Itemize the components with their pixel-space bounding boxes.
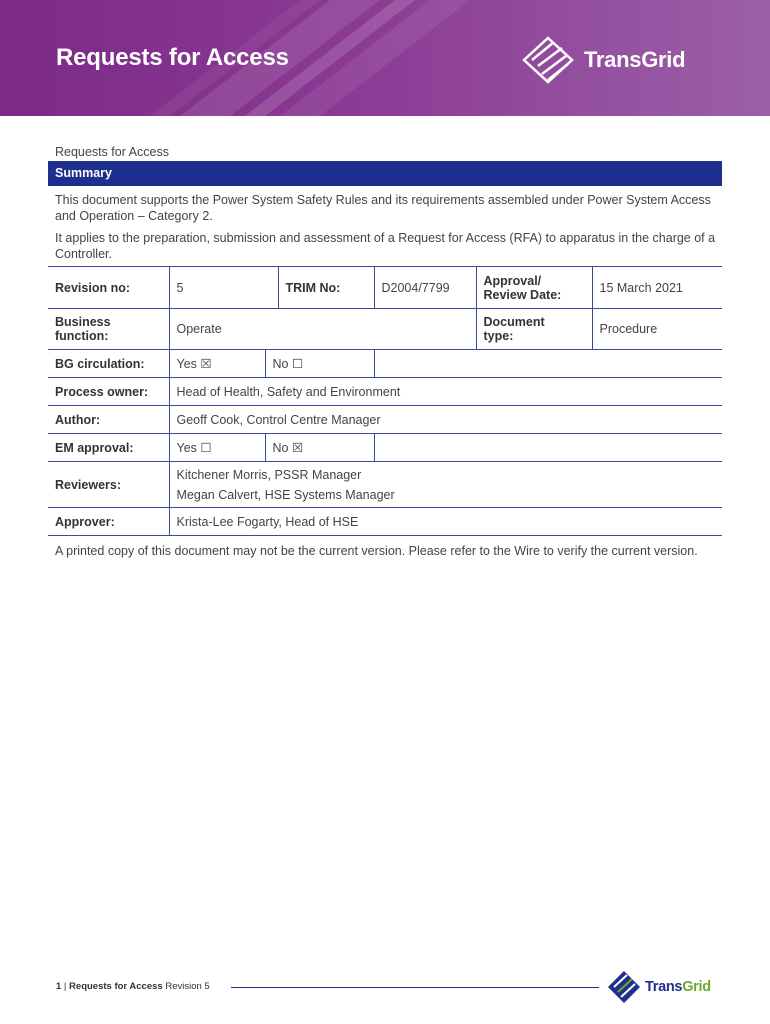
- table-row: [48, 462, 722, 508]
- bg-circulation-no: No ☐: [265, 350, 374, 378]
- document-type-value: Procedure: [592, 309, 722, 350]
- business-label-line-2: function:: [55, 329, 109, 343]
- trim-value: D2004/7799: [374, 267, 476, 309]
- approval-label-line-2: Review Date:: [483, 287, 562, 302]
- business-function-value: Operate: [169, 309, 476, 350]
- document-subtitle: Requests for Access: [55, 145, 169, 159]
- footer-revision: Revision 5: [162, 981, 210, 992]
- revision-label: Revision no:: [48, 267, 169, 309]
- logo-trans-text: Trans: [645, 979, 683, 995]
- header-banner: [0, 0, 770, 116]
- footer-rule: [231, 987, 599, 988]
- doctype-label-line-1: Document: [483, 315, 545, 329]
- empty-cell: [374, 350, 722, 378]
- transgrid-logo: [520, 36, 685, 84]
- doctype-label-line-2: type:: [483, 329, 514, 343]
- business-function-label: [48, 309, 169, 350]
- approval-date-value: 15 March 2021: [592, 267, 722, 309]
- document-type-label: [476, 309, 592, 350]
- business-label-line-1: Business: [55, 315, 111, 329]
- table-row: [48, 350, 722, 378]
- process-owner-label: Process owner:: [48, 378, 169, 406]
- approval-date-label: [476, 267, 592, 309]
- author-value: Geoff Cook, Control Centre Manager: [169, 406, 722, 434]
- table-row: [48, 309, 722, 350]
- em-approval-no: No ☒: [265, 434, 374, 462]
- page-footer: [56, 981, 210, 992]
- approver-value: Krista-Lee Fogarty, Head of HSE: [169, 508, 722, 536]
- empty-cell: [374, 434, 722, 462]
- reviewers-label: Reviewers:: [48, 462, 169, 508]
- table-row: [48, 378, 722, 406]
- revision-value: 5: [169, 267, 278, 309]
- reviewer-2: Megan Calvert, HSE Systems Manager: [176, 487, 395, 502]
- bg-circulation-label: BG circulation:: [48, 350, 169, 378]
- table-row: [48, 406, 722, 434]
- page-number: 1: [56, 981, 62, 992]
- approver-label: Approver:: [48, 508, 169, 536]
- author-label: Author:: [48, 406, 169, 434]
- logo-grid-text: Grid: [682, 979, 711, 995]
- table-row: [48, 434, 722, 462]
- footer-separator: |: [61, 981, 70, 992]
- footer-transgrid-logo: [607, 970, 711, 1004]
- footer-logo-text: [645, 979, 711, 995]
- reviewer-1: Kitchener Morris, PSSR Manager: [176, 467, 362, 482]
- footer-doc-title: Requests for Access: [69, 981, 163, 992]
- table-row: [48, 267, 722, 309]
- trim-label: TRIM No:: [278, 267, 374, 309]
- logo-text: TransGrid: [584, 47, 686, 72]
- em-approval-label: EM approval:: [48, 434, 169, 462]
- page-title: Requests for Access: [56, 44, 289, 71]
- summary-heading: Summary: [48, 161, 722, 186]
- transgrid-footer-logo-icon: [607, 970, 641, 1004]
- transgrid-logo-icon: [520, 36, 576, 84]
- approval-label-line-1: Approval/: [483, 273, 542, 288]
- process-owner-value: Head of Health, Safety and Environment: [169, 378, 722, 406]
- reviewers-value: [169, 462, 722, 508]
- document-metadata-table: [48, 266, 722, 536]
- printed-copy-notice: A printed copy of this document may not be the current version. Please refer to the Wire to verify the current version.: [55, 544, 698, 558]
- table-row: [48, 508, 722, 536]
- summary-paragraph-2: It applies to the preparation, submission and assessment of a Request for Access (RFA) to apparatus in the charge of a Controller.: [55, 231, 716, 261]
- em-approval-yes: Yes ☐: [169, 434, 265, 462]
- summary-paragraph-1: This document supports the Power System Safety Rules and its requirements assembled under Power System Access and Operation – Category 2.: [55, 193, 711, 223]
- bg-circulation-yes: Yes ☒: [169, 350, 265, 378]
